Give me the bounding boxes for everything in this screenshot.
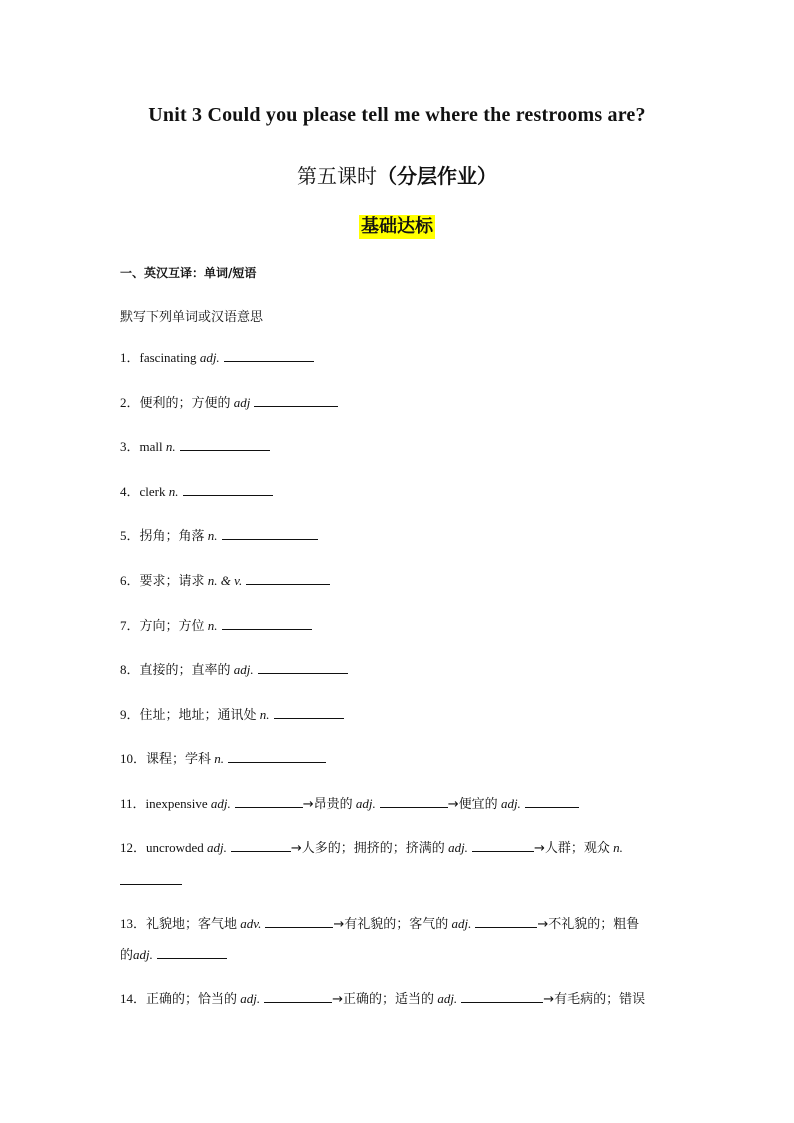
list-item xyxy=(120,394,680,413)
answer-blank[interactable] xyxy=(246,572,330,585)
item-pos: n. xyxy=(207,528,218,543)
item-number: 1． xyxy=(120,350,140,365)
answer-blank[interactable] xyxy=(254,394,338,407)
list-item xyxy=(120,349,680,367)
item-number: 10． xyxy=(120,751,147,766)
item-word: 礼貌地；客气地 xyxy=(146,917,238,932)
item-arrow-2: →人群；观众 xyxy=(533,841,610,856)
list-item xyxy=(120,795,680,814)
item-pos-2: adj. xyxy=(448,840,468,855)
list-item xyxy=(120,438,680,456)
item-pos: n. xyxy=(168,484,179,499)
list-item xyxy=(120,839,680,858)
item-arrow-2: →便宜的 xyxy=(447,797,498,812)
answer-blank[interactable] xyxy=(157,946,227,959)
item-pos-3: adj. xyxy=(500,796,521,811)
item-word: 正确的；恰当的 xyxy=(146,992,238,1007)
answer-blank[interactable] xyxy=(228,750,326,763)
item-number: 2． xyxy=(120,395,140,410)
instruction-text: 默写下列单词或汉语意思 xyxy=(120,310,264,325)
item-arrow-1: →人多的；拥挤的；挤满的 xyxy=(290,841,445,856)
list-item xyxy=(120,572,680,591)
item-word: 要求；请求 xyxy=(139,574,205,589)
answer-blank[interactable] xyxy=(274,706,344,719)
item-arrow-1: →昂贵的 xyxy=(302,797,353,812)
item-number: 11． xyxy=(120,796,146,811)
answer-blank[interactable] xyxy=(265,915,333,928)
item-word: fascinating xyxy=(139,350,197,365)
item-number: 5． xyxy=(120,528,140,543)
item-number: 13． xyxy=(120,916,147,931)
answer-blank[interactable] xyxy=(183,483,273,496)
item-number: 6． xyxy=(120,573,140,588)
item-pos: adj. xyxy=(207,840,227,855)
item-word: 住址；地址；通讯处 xyxy=(139,708,257,723)
item-pos-3: n. xyxy=(613,840,623,855)
answer-blank[interactable] xyxy=(120,872,182,885)
answer-blank[interactable] xyxy=(235,795,303,808)
answer-blank[interactable] xyxy=(222,527,318,540)
level-badge-wrap xyxy=(0,215,794,239)
item-number: 3． xyxy=(120,439,140,454)
list-item xyxy=(120,915,680,934)
item-arrow-1: →正确的；适当的 xyxy=(332,992,435,1007)
answer-blank[interactable] xyxy=(180,438,270,451)
item-pos: adj. xyxy=(199,350,220,365)
list-item xyxy=(120,750,680,769)
list-item xyxy=(120,483,680,501)
answer-blank[interactable] xyxy=(231,839,291,852)
item-number: 7． xyxy=(120,618,140,633)
answer-blank[interactable] xyxy=(475,915,537,928)
subtitle-lesson: 第五课时 xyxy=(297,164,377,188)
item-arrow-2: →有毛病的；错误 xyxy=(543,992,646,1007)
subtitle-homework: （分层作业） xyxy=(377,164,497,188)
item-pos-3: adj. xyxy=(133,947,153,962)
item-word: clerk xyxy=(139,484,166,499)
item-pos-2: adj. xyxy=(437,991,458,1006)
list-item-continuation xyxy=(120,872,680,890)
item-pos-2: adj. xyxy=(451,916,472,931)
answer-blank[interactable] xyxy=(222,617,312,630)
answer-blank[interactable] xyxy=(258,661,348,674)
answer-blank[interactable] xyxy=(472,839,534,852)
item-word: 课程；学科 xyxy=(146,752,212,767)
page-title: Unit 3 Could you please tell me where the restrooms are? xyxy=(148,104,646,126)
lesson-subtitle xyxy=(0,160,794,189)
item-arrow-2: →不礼貌的；粗鲁 xyxy=(537,917,640,932)
level-badge: 基础达标 xyxy=(361,216,433,237)
answer-blank[interactable] xyxy=(380,795,448,808)
item-pos: n. & v. xyxy=(207,573,243,588)
item-pos: adj. xyxy=(240,991,261,1006)
item-pos: n. xyxy=(165,439,176,454)
item-pos: adj. xyxy=(210,796,231,811)
item-word: 方向；方位 xyxy=(139,619,205,634)
item-pos: adj. xyxy=(233,662,254,677)
item-pos-2: adj. xyxy=(355,796,376,811)
item-tail: 的 xyxy=(120,948,134,963)
item-arrow-1: →有礼貌的；客气的 xyxy=(333,917,449,932)
item-pos: adv. xyxy=(240,916,262,931)
list-item xyxy=(120,617,680,636)
answer-blank[interactable] xyxy=(224,349,314,362)
answer-blank[interactable] xyxy=(525,795,579,808)
list-item xyxy=(120,706,680,725)
item-pos: adj xyxy=(233,395,251,410)
list-item xyxy=(120,990,680,1009)
list-item xyxy=(120,527,680,546)
item-word: uncrowded xyxy=(146,840,204,855)
item-pos: n. xyxy=(259,707,270,722)
section-heading: 一、英汉互译：单词/短语 xyxy=(120,266,257,280)
item-number: 9． xyxy=(120,707,140,722)
item-word: 拐角；角落 xyxy=(139,529,205,544)
item-pos: n. xyxy=(207,618,218,633)
answer-blank[interactable] xyxy=(264,990,332,1003)
item-word: 直接的；直率的 xyxy=(139,663,231,678)
item-number: 12． xyxy=(120,840,147,855)
item-word: 便利的；方便的 xyxy=(139,396,231,411)
item-number: 4． xyxy=(120,484,140,499)
item-number: 8． xyxy=(120,662,140,677)
list-item-continuation xyxy=(120,946,680,965)
answer-blank[interactable] xyxy=(461,990,543,1003)
list-item xyxy=(120,661,680,680)
item-number: 14． xyxy=(120,991,147,1006)
item-pos: n. xyxy=(214,751,225,766)
item-word: mall xyxy=(139,439,163,454)
item-word: inexpensive xyxy=(145,796,208,811)
